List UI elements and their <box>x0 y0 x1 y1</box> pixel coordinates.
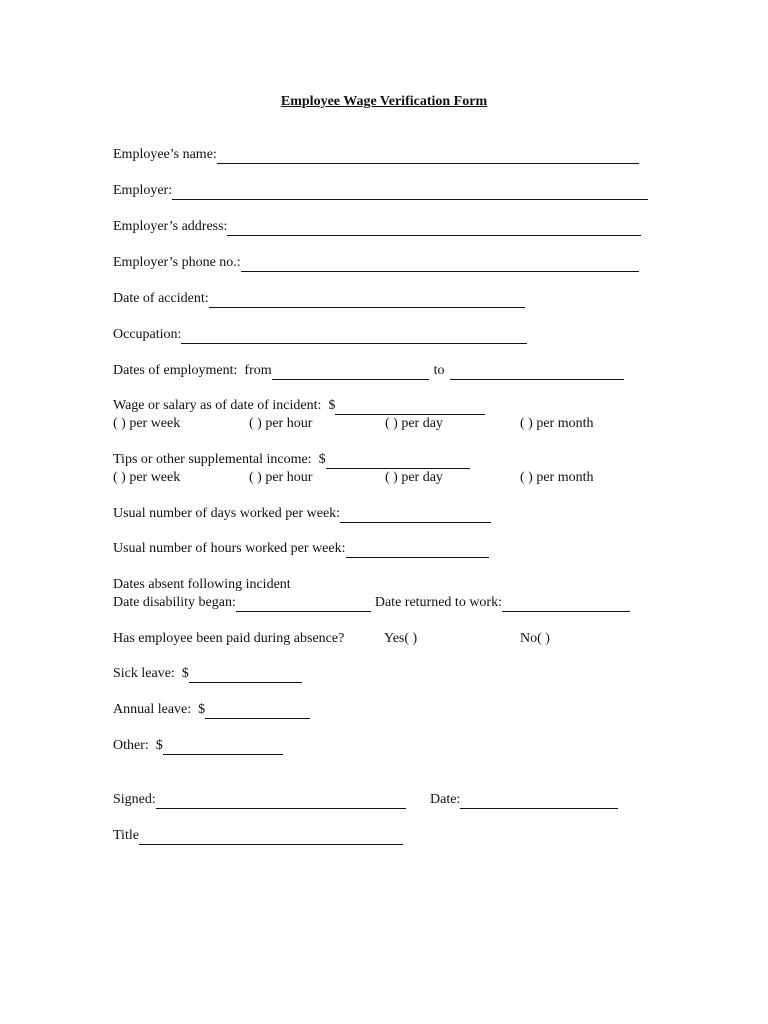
tips-row <box>113 451 470 469</box>
date-of-accident-label: Date of accident: <box>113 291 209 306</box>
returned-to-work-label: Date returned to work: <box>374 595 502 610</box>
date-of-accident-row <box>113 290 525 308</box>
dates-absent-heading: Dates absent following incident <box>113 577 291 592</box>
disability-began-field[interactable] <box>236 596 371 612</box>
title-row <box>113 827 403 845</box>
other-row <box>113 737 283 755</box>
employment-from-field[interactable] <box>272 364 429 380</box>
employment-to-label: to <box>433 363 445 378</box>
signed-row <box>113 791 406 809</box>
wage-label: Wage or salary as of date of incident: $ <box>113 398 336 413</box>
employer-address-field[interactable] <box>227 220 641 236</box>
occupation-row <box>113 326 527 344</box>
employer-row <box>113 182 648 200</box>
annual-leave-label: Annual leave: $ <box>113 702 206 717</box>
disability-row <box>113 594 630 612</box>
days-per-week-row <box>113 505 491 523</box>
employer-field[interactable] <box>172 184 648 200</box>
wage-row <box>113 397 485 415</box>
wage-amount-field[interactable] <box>335 399 485 415</box>
date-row <box>430 791 618 809</box>
annual-leave-row <box>113 701 310 719</box>
signature-field[interactable] <box>156 793 406 809</box>
sick-leave-row <box>113 665 302 683</box>
dates-of-employment-row <box>113 362 624 380</box>
sick-leave-label: Sick leave: $ <box>113 666 189 681</box>
date-of-accident-field[interactable] <box>209 292 525 308</box>
occupation-field[interactable] <box>181 328 527 344</box>
tips-amount-field[interactable] <box>326 453 470 469</box>
other-field[interactable] <box>163 739 283 755</box>
wage-per-hour-option[interactable]: ( ) per hour <box>249 416 313 431</box>
employee-name-label: Employee’s name: <box>113 147 217 162</box>
title-label: Title <box>113 828 139 843</box>
paid-yes-option[interactable]: Yes( ) <box>384 631 418 646</box>
employer-address-label: Employer’s address: <box>113 219 228 234</box>
tips-per-month-option[interactable]: ( ) per month <box>520 470 594 485</box>
wage-per-month-option[interactable]: ( ) per month <box>520 416 594 431</box>
wage-per-week-option[interactable]: ( ) per week <box>113 416 181 431</box>
employment-to-field[interactable] <box>450 364 624 380</box>
tips-per-day-option[interactable]: ( ) per day <box>385 470 443 485</box>
employee-name-row <box>113 146 639 164</box>
sick-leave-field[interactable] <box>189 667 302 683</box>
employee-name-field[interactable] <box>217 148 639 164</box>
dates-of-employment-label: Dates of employment: from <box>113 363 272 378</box>
employer-phone-label: Employer’s phone no.: <box>113 255 241 270</box>
hours-per-week-label: Usual number of hours worked per week: <box>113 541 346 556</box>
paid-no-option[interactable]: No( ) <box>520 631 550 646</box>
date-label: Date: <box>430 792 461 807</box>
tips-per-week-option[interactable]: ( ) per week <box>113 470 181 485</box>
employer-phone-row <box>113 254 639 272</box>
title-field[interactable] <box>139 829 403 845</box>
employer-label: Employer: <box>113 183 173 198</box>
signed-label: Signed: <box>113 792 156 807</box>
tips-label: Tips or other supplemental income: $ <box>113 452 326 467</box>
form-title: Employee Wage Verification Form <box>280 94 488 109</box>
days-per-week-label: Usual number of days worked per week: <box>113 506 341 521</box>
wage-per-day-option[interactable]: ( ) per day <box>385 416 443 431</box>
employer-address-row <box>113 218 641 236</box>
other-label: Other: $ <box>113 738 163 753</box>
tips-per-hour-option[interactable]: ( ) per hour <box>249 470 313 485</box>
paid-question: Has employee been paid during absence? <box>113 631 345 646</box>
occupation-label: Occupation: <box>113 327 182 342</box>
days-per-week-field[interactable] <box>340 507 491 523</box>
hours-per-week-row <box>113 540 489 558</box>
hours-per-week-field[interactable] <box>346 542 489 558</box>
returned-to-work-field[interactable] <box>502 596 630 612</box>
date-field[interactable] <box>460 793 618 809</box>
disability-began-label: Date disability began: <box>113 595 236 610</box>
employer-phone-field[interactable] <box>241 256 639 272</box>
annual-leave-field[interactable] <box>205 703 310 719</box>
